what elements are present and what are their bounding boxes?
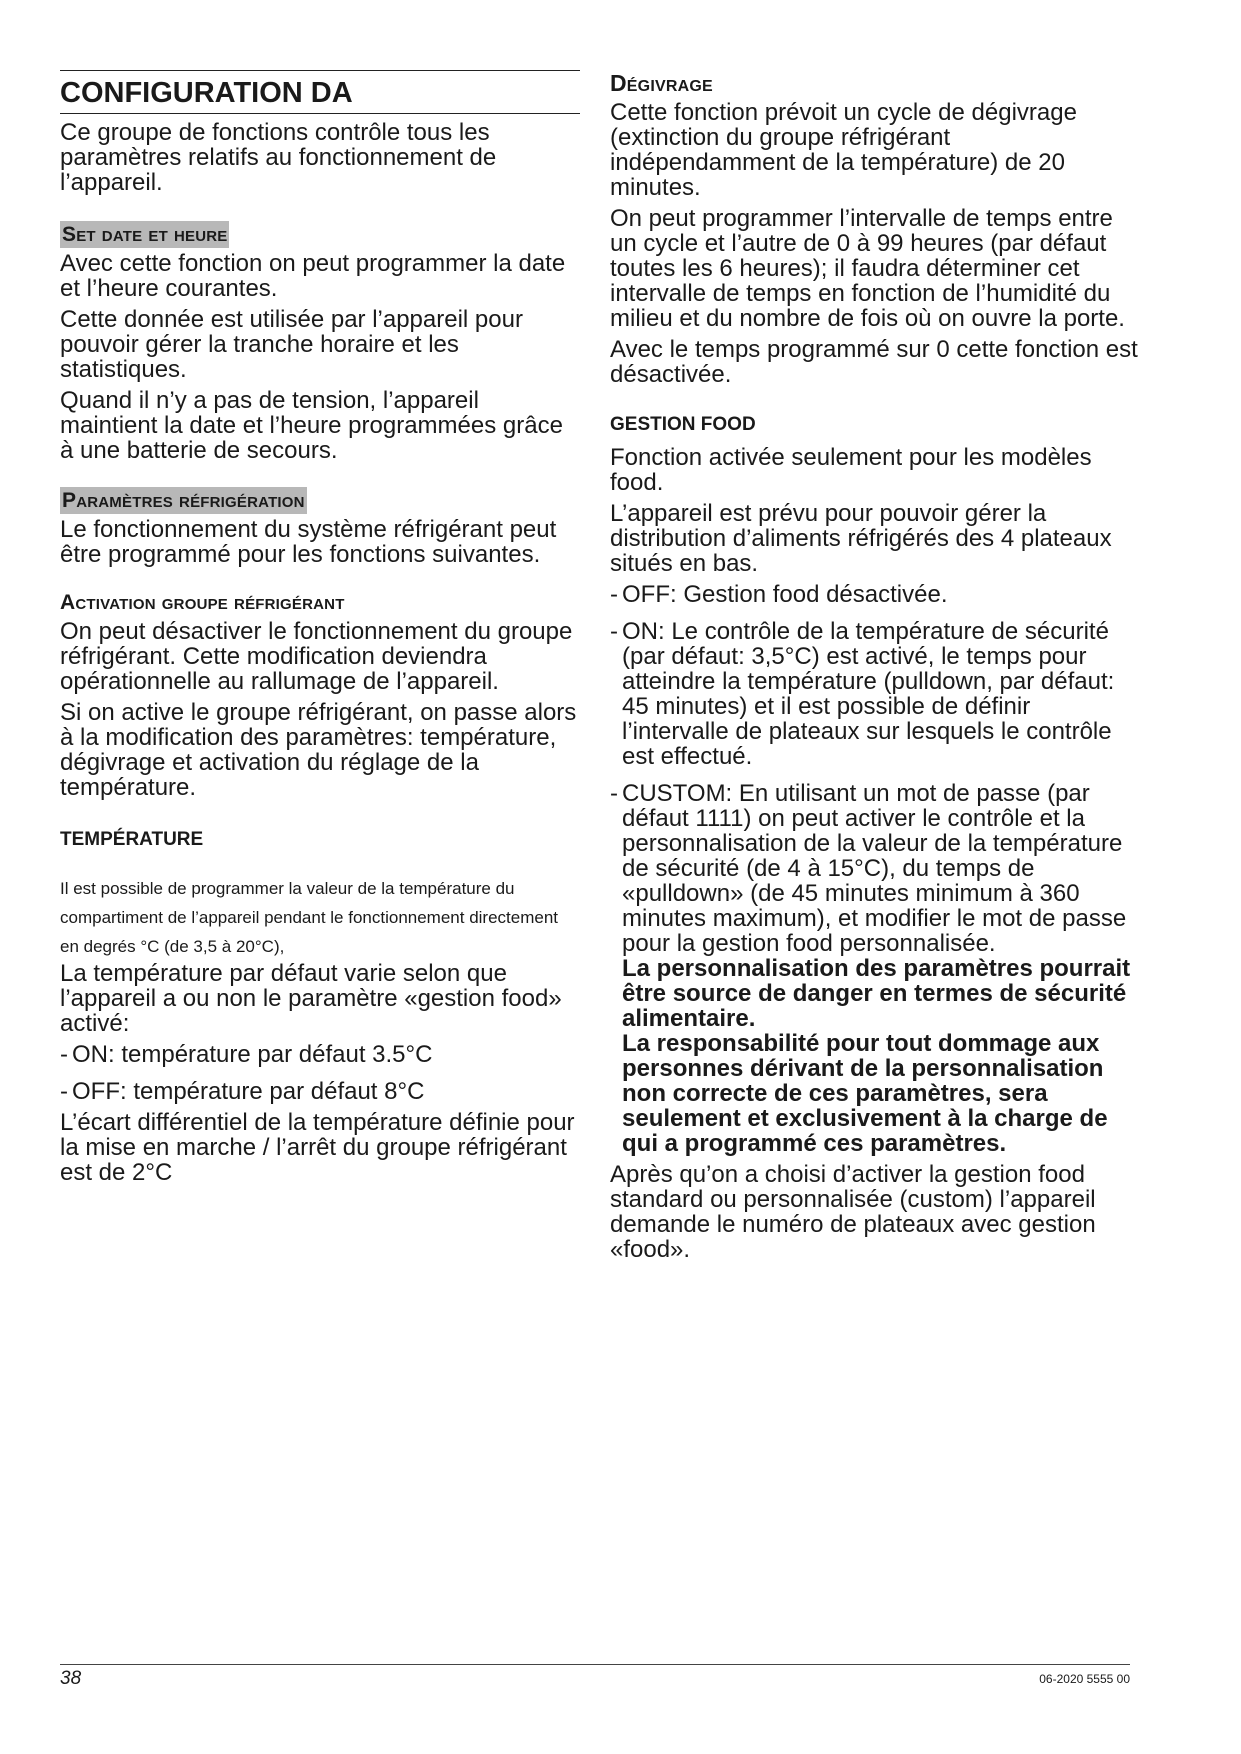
gestion-food-p2: L’appareil est prévu pour pouvoir gérer la distribution d’aliments réfrigérés des 4 plateaux situés en bas. bbox=[610, 500, 1112, 577]
gestion-food-heading: GESTION FOOD bbox=[610, 414, 756, 435]
temperature-p2: L’écart différentiel de la température définie pour la mise en marche / l’arrêt du groupe réfrigérant est de 2°C bbox=[60, 1109, 575, 1186]
degivrage-heading: Dégivrage bbox=[610, 70, 713, 96]
activation-p2: Si on active le groupe réfrigérant, on passe alors à la modification des paramètres: température, dégivrage et activation du réglage de la température. bbox=[60, 699, 577, 801]
temperature-p1: La température par défaut varie selon que l’appareil a ou non le paramètre «gestion food» activé: bbox=[60, 960, 562, 1037]
degivrage-p3: Avec le temps programmé sur 0 cette fonction est désactivée. bbox=[610, 336, 1138, 388]
params-refrig-p1: Le fonctionnement du système réfrigérant peut être programmé pour les fonctions suivantes. bbox=[60, 516, 557, 568]
degivrage-p1: Cette fonction prévoit un cycle de dégivrage (extinction du groupe réfrigérant indépendamment de la température) de 20 minutes. bbox=[610, 99, 1077, 201]
custom-text: CUSTOM: En utilisant un mot de passe (par défaut 1111) on peut activer le contrôle et la personnalisation de la valeur de la température de sécurité (de 4 à 15°C), du temps de «pulldown» (de 45 minutes minimum à 360 minutes maximum), et modifier le mot de passe pour la gestion food personnalisée. bbox=[622, 780, 1127, 957]
temperature-heading: TEMPÉRATURE bbox=[60, 829, 204, 850]
footer-divider bbox=[60, 1664, 1130, 1665]
temperature-small-text: Il est possible de programmer la valeur de la température du compartiment de l’appareil pendant le fonctionnement directement en degrés °C (de 3,5 à 20°C), bbox=[60, 879, 559, 956]
section-title: CONFIGURATION DA bbox=[60, 70, 580, 114]
set-date-p3: Quand il n’y a pas de tension, l’appareil maintient la date et l’heure programmées grâce à une batterie de secours. bbox=[60, 387, 563, 464]
page-number: 38 bbox=[60, 1668, 82, 1689]
document-reference: 06-2020 5555 00 bbox=[1039, 1672, 1130, 1686]
responsibility-text: La responsabilité pour tout dommage aux personnes dérivant de la personnalisation non correcte de ces paramètres, sera seulement et exclusivement à la charge de qui a programmé ces paramètres. bbox=[622, 1030, 1108, 1157]
list-item: - OFF: Gestion food désactivée. bbox=[610, 581, 948, 608]
params-refrig-heading: Paramètres réfrigération bbox=[62, 489, 305, 512]
intro-paragraph: Ce groupe de fonctions contrôle tous les paramètres relatifs au fonctionnement de l’appareil. bbox=[60, 119, 497, 196]
activation-p1: On peut désactiver le fonctionnement du groupe réfrigérant. Cette modification deviendra opérationnelle au rallumage de l’appareil. bbox=[60, 618, 573, 695]
degivrage-p2: On peut programmer l’intervalle de temps entre un cycle et l’autre de 0 à 99 heures (par défaut toutes les 6 heures); il faudra déterminer cet intervalle de temps en fonction de l’humidité du milieu et du nombre de fois où on ouvre la porte. bbox=[610, 205, 1125, 332]
set-date-heading: Set date et heure bbox=[62, 223, 228, 246]
list-item: - ON: température par défaut 3.5°C bbox=[60, 1041, 433, 1068]
list-item: - ON: Le contrôle de la température de sécurité (par défaut: 3,5°C) est activé, le temps pour atteindre la température (pulldown, par défaut: 45 minutes) et il est possible de définir l’intervalle de plateaux sur lesquels le contrôle est effectué. bbox=[610, 618, 1115, 770]
left-column bbox=[60, 70, 580, 1191]
gestion-food-p1: Fonction activée seulement pour les modèles food. bbox=[610, 444, 1092, 496]
right-column bbox=[610, 70, 1140, 1268]
activation-heading: Activation groupe réfrigérant bbox=[60, 591, 345, 614]
set-date-p2: Cette donnée est utilisée par l’appareil pour pouvoir gérer la tranche horaire et les statistiques. bbox=[60, 306, 523, 383]
list-item: - OFF: température par défaut 8°C bbox=[60, 1078, 425, 1105]
gestion-food-p3: Après qu’on a choisi d’activer la gestion food standard ou personnalisée (custom) l’appareil demande le numéro de plateaux avec gestion «food». bbox=[610, 1161, 1096, 1263]
list-item: - CUSTOM: En utilisant un mot de passe (par défaut 1111) on peut activer le contrôle et la personnalisation de la valeur de la température de sécurité (de 4 à 15°C), du temps de «pulldown» (de 45 minutes minimum à 360 minutes maximum), et modifier le mot de passe pour la gestion food personnalisée. La personnalisation des paramètres pourrait être source de danger en termes de sécurité alimentaire. La responsabilité pour tout dommage aux personnes dérivant de la personnalisation non correcte de ces paramètres, sera seulement et exclusivement à la charge de qui a programmé ces paramètres. bbox=[610, 781, 1140, 1156]
warning-text: La personnalisation des paramètres pourrait être source de danger en termes de sécurité alimentaire. bbox=[622, 955, 1131, 1032]
set-date-p1: Avec cette fonction on peut programmer la date et l’heure courantes. bbox=[60, 250, 566, 302]
